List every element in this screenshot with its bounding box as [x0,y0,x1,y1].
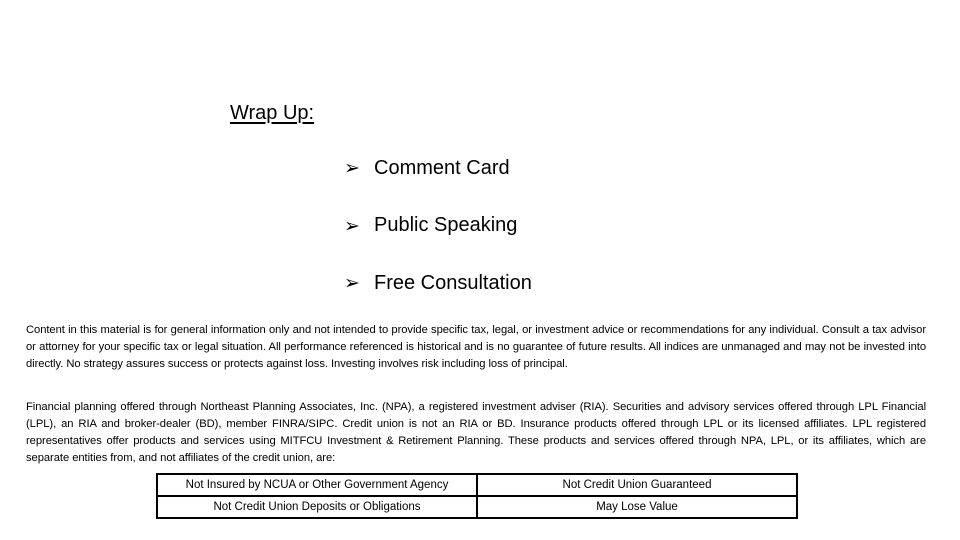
table-row [157,474,797,496]
notice-cell: Not Credit Union Guaranteed [477,474,797,496]
arrowhead-bullet-icon: ➢ [344,157,360,179]
general-information-disclaimer: Content in this material is for general information only and not intended to provide specific tax, legal, or investment advice or recommendations for any individual. Consult a tax advisor or attorney for your specific tax or legal situation. All performance referenced is historical and is no guarantee of future results. All indices are unmanaged and may not be invested into directly. No strategy assures success or protects against loss. Investing involves risk including loss of principal. [26,324,926,370]
bullet-item-free-consultation [344,269,532,297]
bullet-list [344,154,532,327]
notice-cell: Not Insured by NCUA or Other Government Agency [157,474,477,496]
bullet-label: Comment Card [374,156,510,179]
bullet-label: Free Consultation [374,271,532,294]
bullet-label: Public Speaking [374,214,518,236]
table-row [157,496,797,518]
arrowhead-bullet-icon: ➢ [344,214,360,237]
bullet-item-public-speaking [344,212,532,240]
slide-heading: Wrap Up: [230,102,315,124]
notice-cell: Not Credit Union Deposits or Obligations [157,496,477,518]
arrowhead-bullet-icon: ➢ [344,272,360,294]
investment-notice-table [156,473,798,519]
notice-cell: May Lose Value [477,496,797,518]
financial-planning-disclosure: Financial planning offered through Northeast Planning Associates, Inc. (NPA), a registered investment adviser (RIA). Securities and advisory services offered through LPL Financial (LPL), an RIA and broker-dealer (BD), member FINRA/SIPC. Credit union is not an RIA or BD. Insurance products offered through LPL or its licensed affiliates. LPL registered representatives offer products and services using MITFCU Investment & Retirement Planning. These products and services offered through NPA, LPL, or its affiliates, which are separate entities from, and not affiliates of the credit union, are: [26,401,926,464]
bullet-item-comment-card [344,154,532,182]
